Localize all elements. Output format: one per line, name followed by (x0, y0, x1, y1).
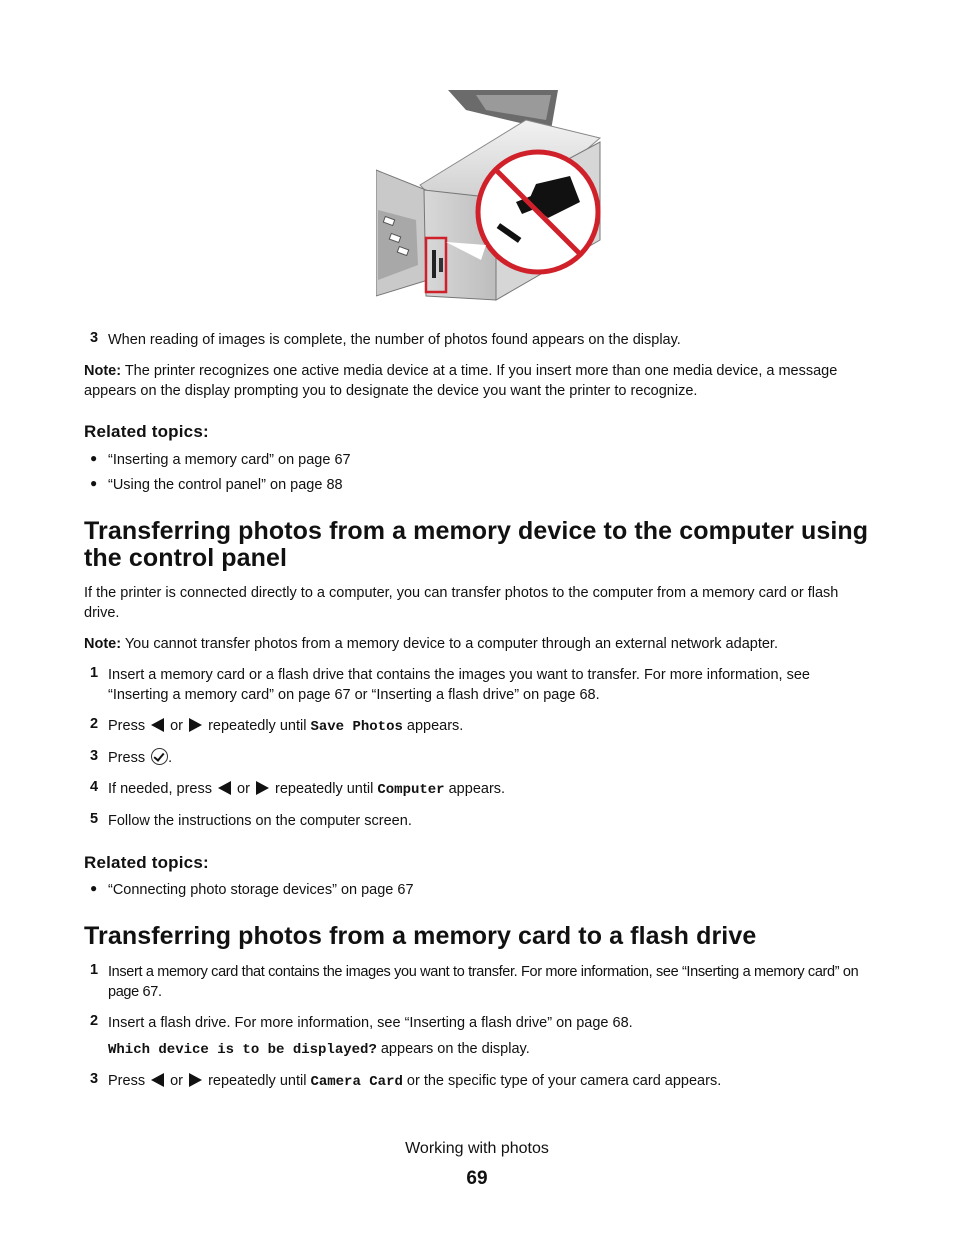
left-arrow-icon (151, 718, 164, 732)
left-arrow-icon (218, 781, 231, 795)
note-text: The printer recognizes one active media device at a time. If you insert more than one media device, a message appears on the display prompting you to designate the device you want the printer to recognize. (84, 363, 838, 399)
colon: : (203, 422, 209, 441)
related-topics-label: Related topics (84, 853, 203, 872)
step-number: 2 (90, 1013, 99, 1029)
step-number: 3 (90, 330, 99, 346)
page-number: 69 (466, 1168, 488, 1189)
step-number: 1 (90, 962, 99, 978)
section-heading-line: the control panel (84, 544, 288, 572)
section-heading (84, 518, 914, 572)
right-arrow-icon (256, 781, 269, 795)
note-text: You cannot transfer photos from a memory device to a computer through an external network adapter. (121, 636, 778, 652)
step-text: When reading of images is complete, the number of photos found appears on the display. (108, 332, 681, 348)
note-label: Note: (84, 363, 122, 379)
printer-illustration (376, 90, 602, 306)
display-text: Save Photos (310, 719, 403, 735)
step-number: 3 (90, 1071, 99, 1087)
step-subtext: Which device is to be displayed? appears on the display. (108, 1041, 530, 1058)
display-text: Computer (377, 782, 445, 798)
left-arrow-icon (151, 1073, 164, 1087)
select-button-icon (151, 748, 168, 765)
step-number: 2 (90, 716, 99, 732)
footer-title: Working with photos (405, 1140, 549, 1157)
step-text: Insert a memory card or a flash drive that contains the images you want to transfer. For more information, see “Inserting a memory card” on page 67 or “Inserting a flash drive” on page 68. (108, 667, 810, 703)
step-text: Press . (108, 750, 173, 766)
step-text: Press or repeatedly until Save Photos appears. (108, 718, 464, 735)
step-number: 5 (90, 811, 99, 827)
note-paragraph (84, 361, 874, 401)
related-topics-label: Related topics (84, 422, 203, 441)
intro-paragraph: If the printer is connected directly to a computer, you can transfer photos to the computer from a memory card or flash drive. (84, 585, 839, 621)
related-topics-heading (84, 422, 209, 442)
related-link[interactable]: “Inserting a memory card” on page 67 (108, 452, 351, 468)
right-arrow-icon (189, 718, 202, 732)
bullet-icon: ● (90, 476, 98, 490)
note-paragraph (84, 634, 874, 654)
display-text: Camera Card (310, 1074, 403, 1090)
bullet-icon: ● (90, 881, 98, 895)
section-heading-line: Transferring photos from a memory device to the computer using (84, 517, 869, 545)
section-heading: Transferring photos from a memory card to a flash drive (84, 922, 757, 950)
step-text: Insert a memory card that contains the images you want to transfer. For more information, see “Inserting a memory card” on page 67. (108, 964, 859, 1000)
step-number: 3 (90, 748, 99, 764)
colon: : (203, 853, 209, 872)
display-text: Which device is to be displayed? (108, 1042, 377, 1058)
step-text: Follow the instructions on the computer screen. (108, 813, 412, 829)
bullet-icon: ● (90, 451, 98, 465)
step-number: 4 (90, 779, 99, 795)
related-link[interactable]: “Connecting photo storage devices” on page 67 (108, 882, 414, 898)
right-arrow-icon (189, 1073, 202, 1087)
related-link[interactable]: “Using the control panel” on page 88 (108, 477, 343, 493)
note-label: Note: (84, 636, 122, 652)
step-number: 1 (90, 665, 99, 681)
step-text: Press or repeatedly until Camera Card or the specific type of your camera card appears. (108, 1073, 722, 1090)
step-text: Insert a flash drive. For more information, see “Inserting a flash drive” on page 68. (108, 1015, 633, 1031)
related-topics-heading (84, 853, 209, 873)
step-text: If needed, press or repeatedly until Computer appears. (108, 781, 506, 798)
